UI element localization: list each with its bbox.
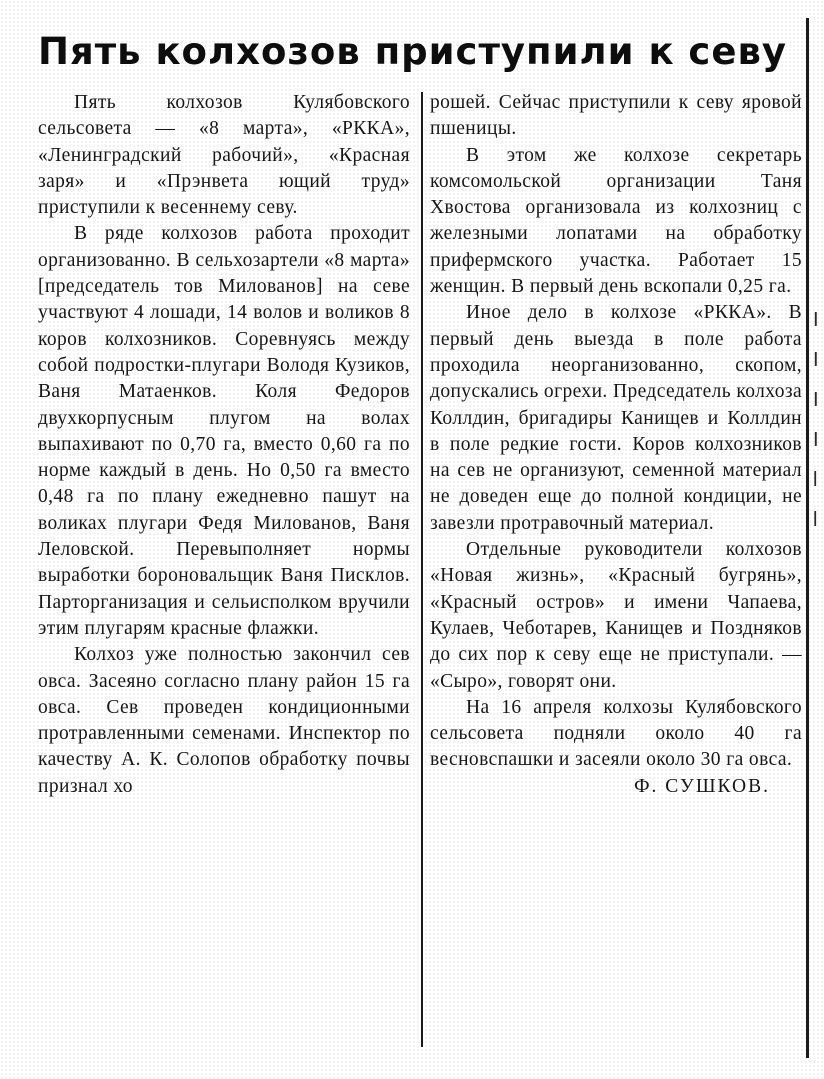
article-signature: Ф. СУШКОВ.: [634, 775, 770, 797]
article-right-column: [430, 90, 802, 800]
adjacent-column-fragment: I I I I l l: [813, 309, 819, 531]
article-headline: Пять колхозов приступили к севу: [38, 30, 787, 73]
paragraph-summary: На 16 апреля колхозы Кулябовского сельсовета подняли около 40 га весновспашки и засеяли около 30 га овса.: [430, 696, 802, 771]
paragraph-rkka: Иное дело в колхозе «РККА». В первый день выезда в поле работа проходила неорганизованно, скопом, допускались огрехи. Председатель колхоза Коллдин, бригадиры Канищев и Коллдин в поле редкие гости. Коров колхозников на сев не организуют, семенной материал не доведен еще до полной кондиции, не завезли протравочный материал.: [430, 302, 802, 534]
paragraph-intro: Пять колхозов Кулябовского сельсовета — «8 марта», «РККА», «Ленинградский рабочий», «Красная заря» и «Прэнвета ющий труд» приступили к весеннему севу.: [38, 92, 410, 219]
paragraph-lagging-leaders: Отдельные руководители колхозов «Новая жизнь», «Красный бугрянь», «Красный остров» и имени Чапаева, Кулаев, Чеботарев, Канищев и Поздняков до сих пор к севу еще не приступали. — «Сыро», говорят они.: [430, 539, 802, 692]
paragraph-8-marta: В ряде колхозов работа проходит организованно. В сельхозартели «8 марта» [председатель тов Милованов] на севе участвуют 4 лошади, 14 волов и воликов 8 коров колхозников. Соревнуясь между собой подростки-плугари Володя Кузиков, Ваня Матаенков. Коля Федоров двухкорпусным плугом на волах выпахивают по 0,70 га, вместо 0,60 га по норме каждый в день. Но 0,50 га вместо 0,48 га по плану ежедневно пашут на воликах плугари Федя Милованов, Ваня Леловской. Перевыполняет нормы выработки бороновальщик Ваня Писклов. Парторганизация и сельисполком вручили этим плугарям красные флажки.: [38, 223, 410, 639]
paragraph-oats-sowing: Колхоз уже полностью закончил сев овса. Засеяно согласно плану район 15 га овса. Сев проведен кондиционными протравленными семенами. Инспектор по качеству А. К. Солопов обработку почвы признал хо: [38, 644, 410, 797]
column-divider-right: [806, 18, 809, 1058]
paragraph-komsomol: В этом же колхозе секретарь комсомольской организации Таня Хвостова организовала из колхозниц с железными лопатами на обработку прифермского участка. Работает 15 женщин. В первый день вскопали 0,25 га.: [430, 144, 802, 298]
paragraph-continuation: рошей. Сейчас приступили к севу яровой пшеницы.: [430, 92, 802, 140]
column-divider-middle: [421, 92, 423, 1047]
article-left-column: [38, 90, 410, 800]
